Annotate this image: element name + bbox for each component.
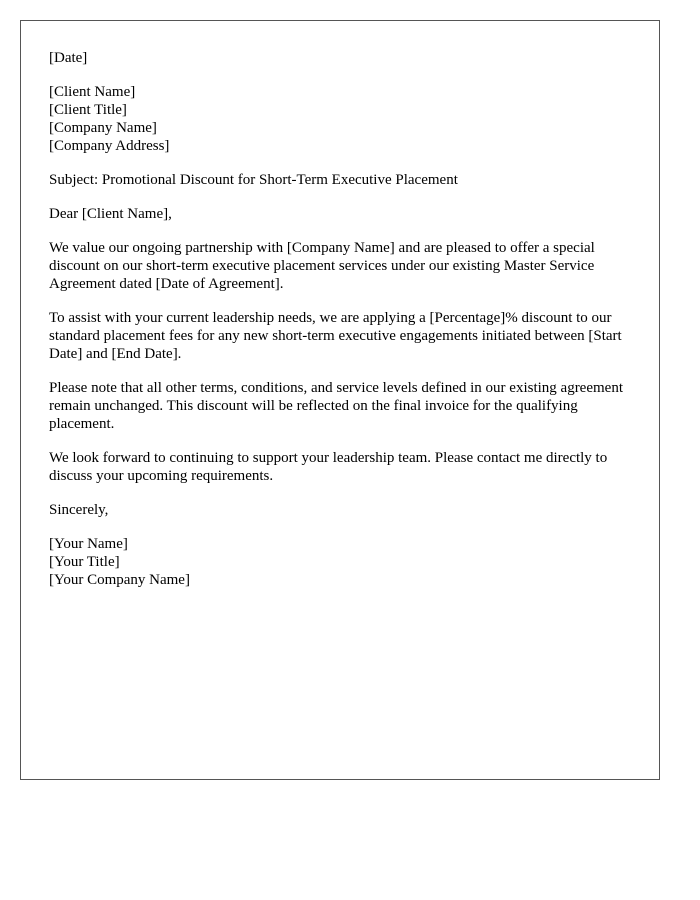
letter-body [49, 49, 639, 605]
recipient-address: [Company Address] [49, 138, 170, 154]
recipient-title: [Client Title] [49, 102, 127, 118]
body-paragraph-3: Please note that all other terms, conditions, and service levels defined in our existing agreement remain unchanged. This discount will be reflected on the final invoice for the qualifying placement. [49, 380, 623, 432]
body-paragraph-2: To assist with your current leadership needs, we are applying a [Percentage]% discount to our standard placement fees for any new short-term executive engagements initiated between [Start Date] and [End Date]. [49, 310, 622, 362]
salutation-block [49, 205, 639, 223]
recipient-company: [Company Name] [49, 120, 157, 136]
signature-name: [Your Name] [49, 536, 128, 552]
letter-subject: Subject: Promotional Discount for Short-Term Executive Placement [49, 172, 458, 188]
letter-closing: Sincerely, [49, 502, 109, 518]
letter-page [20, 20, 660, 780]
subject-block [49, 171, 639, 189]
signature-title: [Your Title] [49, 554, 120, 570]
body-paragraph-4: We look forward to continuing to support your leadership team. Please contact me directly to discuss your upcoming requirements. [49, 450, 608, 484]
recipient-name: [Client Name] [49, 84, 136, 100]
signature-company: [Your Company Name] [49, 572, 190, 588]
body-paragraph-1: We value our ongoing partnership with [Company Name] and are pleased to offer a special discount on our short-term executive placement services under our existing Master Service Agreement dated [Date of Agreement]. [49, 240, 595, 292]
letter-date: [Date] [49, 50, 88, 66]
recipient-address-block [49, 83, 639, 155]
date-line [49, 49, 639, 67]
letter-salutation: Dear [Client Name], [49, 206, 172, 222]
signature-block [49, 535, 639, 589]
closing-block [49, 501, 639, 519]
